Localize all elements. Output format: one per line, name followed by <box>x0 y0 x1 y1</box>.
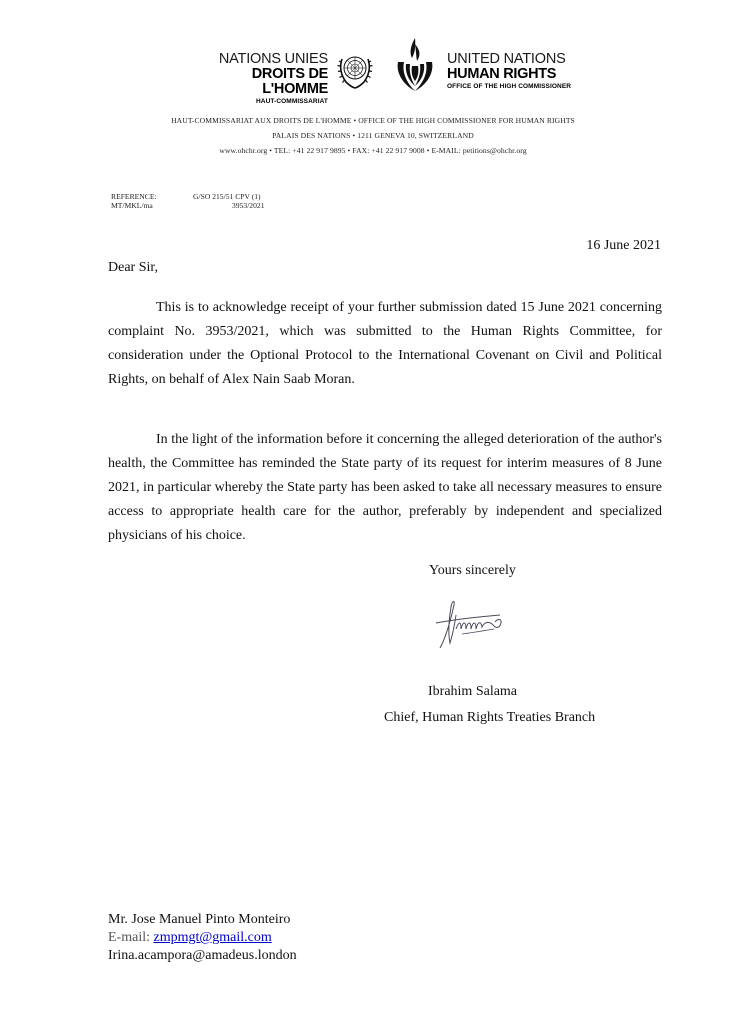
recipient-email-link[interactable]: zmpmgt@gmail.com <box>153 930 272 945</box>
salutation: Dear Sir, <box>108 260 158 275</box>
letterhead-left-line3: HAUT-COMMISSARIAT <box>256 98 328 105</box>
reference-value-1: G/SO 215/51 CPV (1) <box>193 192 261 201</box>
recipient-email-line <box>108 930 272 946</box>
address-line-3: www.ohchr.org • TEL: +41 22 917 9895 • FAX: +41 22 917 9008 • E-MAIL: petitions@ohchr.org <box>219 146 527 155</box>
letterhead-left-line1: NATIONS UNIES <box>218 51 328 67</box>
address-line-1: HAUT-COMMISSARIAT AUX DROITS DE L'HOMME • OFFICE OF THE HIGH COMMISSIONER FOR HUMAN RIGHTS <box>171 116 575 125</box>
email-label: E-mail: <box>108 930 150 945</box>
body-paragraph-1: This is to acknowledge receipt of your further submission dated 15 June 2021 concerning complaint No. 3953/2021, which was submitted to the Human Rights Committee, for consideration under the Optional Protocol to the International Covenant on Civil and Political Rights, on behalf of Alex Nain Saab Moran. <box>108 300 662 387</box>
reference-label-1: REFERENCE: <box>111 192 157 201</box>
letterhead-right-line2: HUMAN RIGHTS <box>447 66 557 82</box>
letterhead-right-line1: UNITED NATIONS <box>447 51 566 67</box>
closing: Yours sincerely <box>429 563 516 578</box>
signer-name: Ibrahim Salama <box>428 684 518 699</box>
recipient-email-2: Irina.acampora@amadeus.london <box>108 948 297 963</box>
signature-image <box>428 593 524 653</box>
reference-value-2: 3953/2021 <box>232 201 265 210</box>
reference-label-2: MT/MKL/ma <box>111 201 153 210</box>
letterhead-right-block <box>447 52 597 91</box>
letterhead-left-line2: DROITS DE L'HOMME <box>251 66 328 97</box>
letterhead-left-block <box>200 52 328 106</box>
letter-date: 16 June 2021 <box>586 238 661 253</box>
body-paragraph-2: In the light of the information before it concerning the alleged deterioration of the author's health, the Committee has reminded the State party of its request for interim measures of 8 June 2021, in particular whereby the State party has been asked to take all necessary measures to ensure access to appropriate health care for the author, preferably by independent and specialized physicians of his choice. <box>108 432 662 543</box>
signer-title: Chief, Human Rights Treaties Branch <box>384 710 596 725</box>
un-emblem-icon <box>336 49 374 91</box>
human-rights-emblem-icon <box>394 36 436 96</box>
recipient-name: Mr. Jose Manuel Pinto Monteiro <box>108 912 291 927</box>
letterhead-right-line3: OFFICE OF THE HIGH COMMISSIONER <box>447 83 572 90</box>
address-line-2: PALAIS DES NATIONS • 1211 GENEVA 10, SWITZERLAND <box>272 131 474 140</box>
